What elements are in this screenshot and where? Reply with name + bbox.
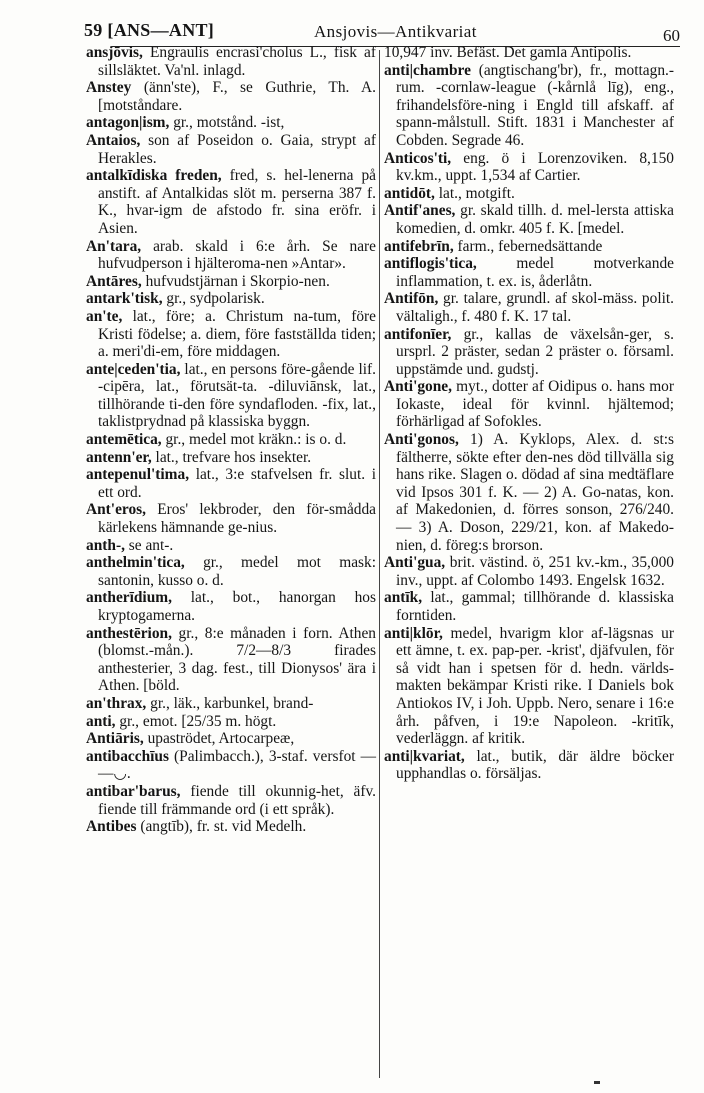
dictionary-entry	[86, 79, 376, 114]
entry-definition: Engraulis encrasi'cholus L., fisk af sillsläktet. Va'nl. inlagd.	[98, 44, 376, 79]
left-column	[86, 44, 376, 836]
dictionary-entry	[86, 748, 376, 783]
entry-headword: Antiāris,	[86, 730, 144, 748]
entry-definition: gr., medel mot mask: santonin, kusso o. d.	[98, 554, 376, 589]
entry-headword: antalkīdiska freden,	[86, 167, 222, 185]
entry-definition: 10,947 inv. Befäst. Det gamla Antipolis.	[384, 44, 632, 61]
entry-definition: gr. talare, grundl. af skol-mäss. polit. vältaligh., f. 480 f. K. 17 tal.	[396, 290, 674, 325]
entry-headword: anti,	[86, 712, 116, 730]
dictionary-entry	[86, 501, 376, 536]
entry-definition: lat., 3:e stafvelsen fr. slut. i ett ord.	[98, 466, 376, 501]
entry-headword: antepenul'tima,	[86, 466, 190, 484]
entry-headword: Antaios,	[86, 131, 141, 149]
dictionary-entry	[384, 378, 674, 431]
entry-headword: antidōt,	[384, 184, 435, 202]
entry-headword: antibar'barus,	[86, 782, 181, 800]
dictionary-entry	[86, 589, 376, 624]
dictionary-entry	[86, 308, 376, 361]
entry-definition: lat., butik, där äldre böcker upphandlas o. försäljas.	[396, 747, 674, 783]
entry-headword: ansjōvis,	[86, 44, 143, 61]
entry-definition: gr., emot. [25/35 m. högt.	[115, 712, 277, 730]
dictionary-entry	[86, 449, 376, 467]
dictionary-entry	[384, 748, 674, 783]
entry-definition: myt., dotter af Oidipus o. hans mor Iokaste, ideal för kvinnl. hjältemod; förhärligad af Sofokles.	[396, 378, 674, 431]
dictionary-entry	[384, 255, 674, 290]
entry-definition: (änn'ste), F., se Guthrie, Th. A. [motståndare.	[98, 79, 376, 114]
dictionary-entry	[86, 431, 376, 449]
entry-definition: gr., motstånd. -ist,	[169, 114, 285, 132]
entry-headword: anthelmin'tica,	[86, 554, 185, 572]
dictionary-entry	[384, 185, 674, 203]
entry-headword: An'tara,	[86, 237, 142, 255]
entry-definition: farm., febernedsättande	[453, 237, 603, 255]
dictionary-entry	[86, 537, 376, 555]
entry-definition: lat., trefvare hos insekter.	[151, 448, 312, 466]
column-divider	[379, 50, 380, 1078]
entry-definition: medel motverkande inflammation, t. ex. is, åderlåtn.	[396, 255, 674, 290]
page-header	[84, 18, 680, 46]
dictionary-entry	[384, 44, 674, 62]
page-number: 60	[663, 26, 680, 45]
entry-headword: antark'tisk,	[86, 290, 163, 308]
dictionary-entry	[86, 44, 376, 79]
dictionary-entry	[384, 150, 674, 185]
entry-headword: Antibes	[86, 818, 137, 836]
entry-definition: gr. skald tillh. d. mel-lersta attiska komedien, d. omkr. 405 f. K. [medel.	[396, 202, 674, 237]
entry-headword: Anti'gua,	[384, 554, 446, 572]
entry-definition: lat., gammal; tillhörande d. klassiska forntiden.	[396, 589, 674, 624]
entry-headword: Anti'gone,	[384, 378, 452, 396]
entry-definition: eng. ö i Lorenzoviken. 8,150 kv.km., uppt. 1,534 af Cartier.	[396, 149, 674, 185]
entry-headword: Anticos'ti,	[384, 149, 452, 167]
entry-headword: antifonīer,	[384, 325, 452, 343]
entry-definition: gr., 8:e månaden i forn. Athen (blomst.-mån.). 7/2—8/3 firades anthesterier, 3 dag. fest., till Dionysos' ära i Athen. [böld.	[98, 624, 376, 695]
entry-headword: anth-,	[86, 536, 125, 554]
entry-headword: Antifōn,	[384, 290, 439, 308]
dictionary-entry	[86, 730, 376, 748]
entry-headword: antagon|ism,	[86, 114, 170, 132]
dictionary-entry	[86, 554, 376, 589]
dictionary-entry	[86, 625, 376, 695]
entry-headword: anti|klōr,	[384, 624, 443, 642]
dictionary-entry	[86, 273, 376, 291]
entry-definition: gr., läk., karbunkel, brand-	[146, 694, 314, 712]
dictionary-entry	[86, 238, 376, 273]
entry-headword: ante|ceden'tia,	[86, 360, 181, 378]
dictionary-entry	[384, 431, 674, 554]
entry-definition: (angtīb), fr. st. vid Medelh.	[136, 818, 307, 836]
entry-headword: Antāres,	[86, 272, 142, 290]
entry-definition: se ant-.	[124, 536, 174, 554]
page-range: 59 [ANS—ANT]	[84, 20, 215, 40]
dictionary-entry	[86, 114, 376, 132]
entry-headword: Anti'gonos,	[384, 431, 459, 449]
page-mark	[594, 1081, 600, 1084]
entry-headword: Anstey	[86, 79, 132, 97]
entry-headword: antemētica,	[86, 431, 162, 449]
entry-headword: Ant'eros,	[86, 501, 146, 519]
entry-definition: hufvudstjärnan i Skorpio-nen.	[141, 272, 330, 290]
dictionary-entry	[384, 238, 674, 256]
dictionary-entry	[86, 132, 376, 167]
running-title: Ansjovis—Antikvariat	[314, 22, 477, 41]
entry-definition: lat., motgift.	[434, 184, 515, 202]
dictionary-entry	[86, 713, 376, 731]
entry-definition: son af Poseidon o. Gaia, strypt af Herakles.	[98, 131, 376, 167]
entry-definition: (Palimbacch.), 3-staf. versfot — —◡.	[98, 747, 376, 783]
right-column	[384, 44, 674, 783]
entry-headword: antifebrīn,	[384, 237, 454, 255]
dictionary-entry	[86, 818, 376, 836]
entry-definition: gr., kallas de växelsån-ger, s. ursprl. 2 präster, sedan 2 präster o. församl. uppstämde und. gudstj.	[396, 325, 674, 378]
dictionary-entry	[86, 290, 376, 308]
dictionary-entry	[384, 554, 674, 589]
dictionary-entry	[86, 466, 376, 501]
entry-headword: antīk,	[384, 589, 423, 607]
dictionary-entry	[384, 62, 674, 150]
dictionary-entry	[384, 326, 674, 379]
entry-headword: antenn'er,	[86, 448, 152, 466]
entry-definition: upaströdet, Artocarpeæ,	[143, 730, 295, 748]
entry-definition: lat., en persons före-gående lif. -cipēra, lat., förutsät-ta. -diluviānsk, lat., tillhörande ti-den före syndafloden. -fix, lat., taklistprydnad på klassiska byggn.	[98, 360, 376, 431]
entry-headword: antiflogis'tica,	[384, 255, 477, 273]
entry-definition: gr., medel mot kräkn.: is o. d.	[161, 431, 347, 449]
entry-headword: an'thrax,	[86, 694, 147, 712]
dictionary-entry	[86, 695, 376, 713]
entry-headword: anti|chambre	[384, 61, 471, 79]
entry-definition: lat., före; a. Christum na-tum, före Kristi födelse; a. diem, före fastställda tiden; a. meri'di-em, före middagen.	[98, 307, 376, 361]
entry-headword: anthestērion,	[86, 624, 172, 642]
entry-definition: fiende till okunnig-het, äfv. fiende till främmande ord (i ett språk).	[98, 782, 376, 818]
dictionary-entry	[384, 202, 674, 237]
dictionary-entry	[86, 361, 376, 431]
dictionary-entry	[86, 167, 376, 237]
entry-definition: (angtischang'br), fr., mottagn.-rum. -cornlaw-league (-kårnlå līg), eng., frihandelsföre-ning i Engld till afskaff. af spann-målstull. Stift. 1831 i Manchester af Cobden. Segrade 46.	[396, 61, 674, 149]
entry-definition: medel, hvarigm klor af-lägsnas ur ett ämne, t. ex. pap-per. -krist', djäfvulen, för så vidt han i spetsen för d. hedn. världs-makten bekämpar Kristi rike. I Daniels bok Antiokos IV, i Joh. Uppb. Nero, senare i 16:e årh. påfven, i 19:e Napoleon. -kritīk, vederläggn. af kritik.	[396, 624, 674, 748]
entry-headword: antibacchīus	[86, 747, 169, 765]
entry-headword: antherīdium,	[86, 589, 172, 607]
entry-definition: fred, s. hel-lenerna på anstift. af Antalkidas slöt m. perserna 387 f. K., hvar-igm de afstodo fr. sina eröfr. i Asien.	[98, 167, 377, 237]
entry-definition: lat., bot., hanorgan hos kryptogamerna.	[98, 589, 376, 624]
entry-definition: 1) A. Kyklops, Alex. d. st:s fältherre, sökte efter den-nes död tillvälla sig hans rike. Slagen o. dödad af sina medtäflare vid Ipsos 301 f. K. — 2) A. Go-natas, kon. af Makedonien, d. förres sonson, 276/240. — 3) A. Doson, 229/21, kon. af Makedo-nien, d. föreg:s brorson.	[396, 431, 674, 554]
dictionary-entry	[384, 290, 674, 325]
dictionary-entry	[384, 589, 674, 624]
entry-definition: Eros' lekbroder, den för-smådda kärlekens hämnande ge-nius.	[98, 501, 376, 537]
entry-definition: gr., sydpolarisk.	[162, 290, 265, 308]
entry-definition: arab. skald i 6:e årh. Se nare hufvudperson i hjälteroma-nen »Antar».	[98, 237, 376, 273]
entry-headword: anti|kvariat,	[384, 747, 465, 765]
dictionary-entry	[86, 783, 376, 818]
entry-definition: brit. västind. ö, 251 kv.-km., 35,000 inv., uppt. af Colombo 1493. Engelsk 1632.	[396, 554, 674, 589]
entry-headword: Antif'anes,	[384, 202, 456, 220]
dictionary-entry	[384, 625, 674, 748]
entry-headword: an'te,	[86, 307, 123, 325]
